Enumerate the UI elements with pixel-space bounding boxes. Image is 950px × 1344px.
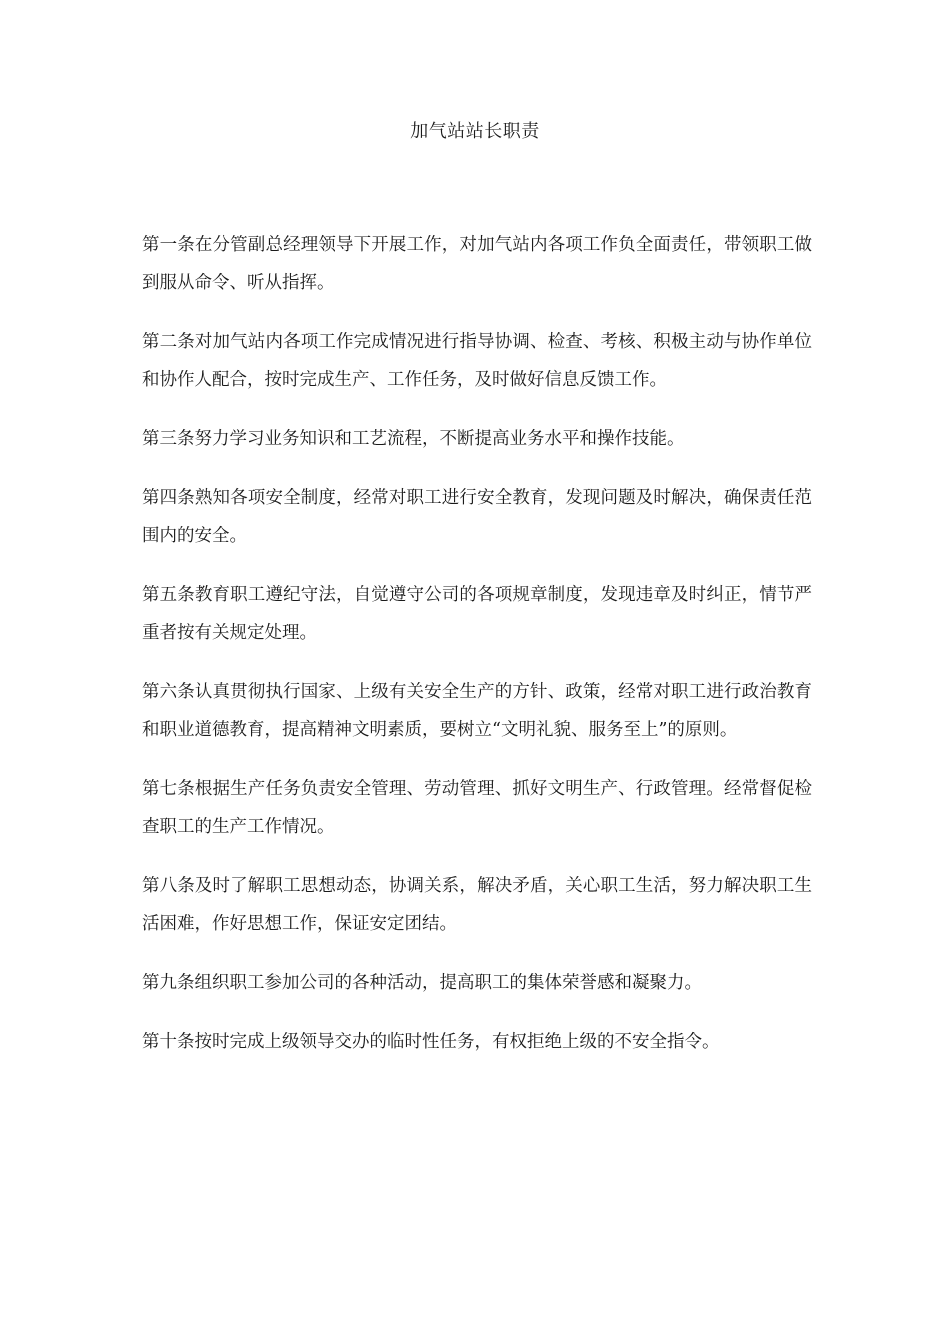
article-1: 第一条在分管副总经理领导下开展工作，对加气站内各项工作负全面责任，带领职工做到服从命令、听从指挥。 [142, 235, 812, 293]
article-4: 第四条熟知各项安全制度，经常对职工进行安全教育，发现问题及时解决，确保责任范围内的安全。 [142, 488, 812, 546]
article-2: 第二条对加气站内各项工作完成情况进行指导协调、检查、考核、积极主动与协作单位和协作人配合，按时完成生产、工作任务，及时做好信息反馈工作。 [142, 332, 812, 390]
article-6: 第六条认真贯彻执行国家、上级有关安全生产的方针、政策，经常对职工进行政治教育和职业道德教育，提高精神文明素质，要树立“文明礼貌、服务至上”的原则。 [142, 682, 812, 740]
article-8: 第八条及时了解职工思想动态，协调关系，解决矛盾，关心职工生活，努力解决职工生活困难，作好思想工作，保证安定团结。 [142, 876, 812, 934]
article-10: 第十条按时完成上级领导交办的临时性任务，有权拒绝上级的不安全指令。 [142, 1032, 720, 1052]
article-list [142, 226, 812, 1082]
article-5: 第五条教育职工遵纪守法，自觉遵守公司的各项规章制度，发现违章及时纠正，情节严重者按有关规定处理。 [142, 585, 812, 643]
article-7: 第七条根据生产任务负责安全管理、劳动管理、抓好文明生产、行政管理。经常督促检查职工的生产工作情况。 [142, 779, 812, 837]
document-title: 加气站站长职责 [410, 121, 540, 142]
article-3: 第三条努力学习业务知识和工艺流程，不断提高业务水平和操作技能。 [142, 429, 685, 449]
article-9: 第九条组织职工参加公司的各种活动，提高职工的集体荣誉感和凝聚力。 [142, 973, 702, 993]
